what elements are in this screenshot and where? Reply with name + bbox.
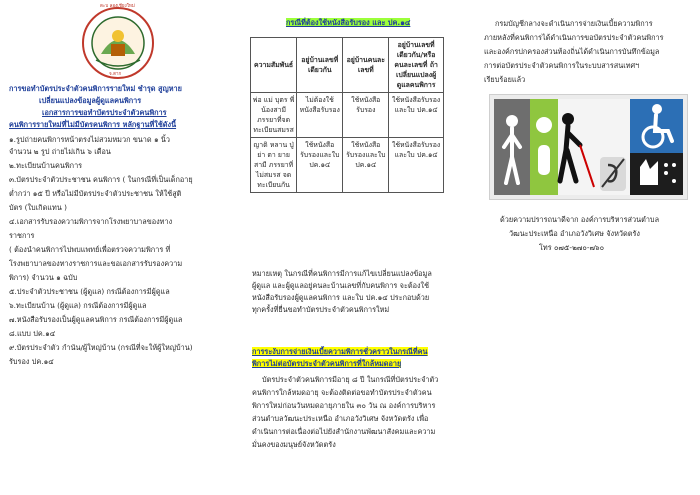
table-row: [251, 138, 444, 193]
table-header-cell: อยู่บ้านเลขที่เดียวกัน/หรือคนละเลขที่ ถ้าเปลี่ยนแปลงผู้ดูแลคนพิการ: [389, 38, 444, 93]
note-line: หนังสือรับรองผู้ดูแลคนพิการ และใบ ปค.๑๔ ประกอบด้วย: [252, 293, 430, 302]
item-line: พิการ) จำนวน ๑ ฉบับ: [9, 273, 78, 282]
section-heading-text: กรณีที่ต้องใช้หนังสือรับรอง และ ปค.๑๔: [286, 18, 411, 27]
table-header-cell: อยู่บ้านเลขที่เดียวกัน: [297, 38, 343, 93]
info-line: และองค์กรปกครองส่วนท้องถิ่นได้ดำเนินการบันทึกข้อมูล: [484, 47, 660, 56]
item-line: จำนวน ๒ รูป ถ่ายไม่เกิน ๖ เดือน: [9, 147, 111, 156]
relationship-table: [250, 37, 444, 193]
table-cell: ใช้หนังสือรับรองและใบ ปค.๑๔: [343, 138, 389, 193]
item-line: โรงพยาบาลของทางราชการและขอเอกสารรับรองความ: [9, 259, 183, 268]
subtitle: เอกสารการขอทำบัตรประจำตัวคนพิการ: [42, 108, 167, 117]
section-heading: [286, 17, 410, 29]
table-header-cell: อยู่บ้านคนละเลขที่: [343, 38, 389, 93]
section2-line: มั่นคงของมนุษย์จังหวัดตรัง: [252, 440, 336, 449]
item-line: ๑.รูปถ่ายคนพิการหน้าตรงไม่สวมหมวก ขนาด ๑ นิ้ว: [9, 135, 170, 144]
item-line: ๖.ทะเบียนบ้าน (ผู้ดูแล) กรณีต้องการมีผู้ดูแล: [9, 301, 147, 310]
table-cell: ใช้หนังสือรับรองและใบ ปค.๑๔: [297, 138, 343, 193]
section2-title-text: พิการไม่ต่อบัตรประจำตัวคนพิการที่ใกล้หมดอายุ: [252, 359, 402, 368]
footer-line: วัฒนะประเหนือ อำเภอวังวิเศษ จังหวัดตรัง: [509, 229, 640, 238]
item-line: บัตร (ใบเกิดแทน ): [9, 203, 67, 212]
info-line: เรียบร้อยแล้ว: [484, 75, 526, 84]
footer-line: ด้วยความปรารถนาดีจาก องค์การบริหารส่วนตำบล: [500, 215, 660, 224]
deaf-icon: [600, 157, 626, 191]
item-line: ๔.เอกสารรับรองความพิการจากโรงพยาบาลของทาง: [9, 217, 173, 226]
item-line: ราชการ: [9, 231, 35, 240]
logo-bottom-text: จ.ตาก: [109, 72, 122, 77]
title-line-1: การขอทำบัตรประจำตัวคนพิการรายใหม่ ชำรุด สูญหาย: [9, 84, 182, 93]
disability-icons-graphic: [490, 95, 687, 199]
footer-phone: โทร ๐๗๕-๒๗๐-๗๖๐: [539, 243, 605, 252]
table-cell: ใช้หนังสือรับรอง: [343, 93, 389, 138]
section2-line: ส่วนตำบลวัฒนะประเหนือ อำเภอวังวิเศษ จังหวัดตรัง เพื่อ: [252, 414, 429, 423]
section2-line: บัตรประจำตัวคนพิการมีอายุ ๘ ปี ในกรณีที่บัตรประจำตัว: [262, 375, 439, 384]
info-line: ภายหลังที่คนพิการได้ดำเนินการขอบัตรประจำตัวคนพิการ: [484, 33, 664, 42]
left-panel: [0, 0, 233, 495]
section2-line: ดำเนินการต่อเนื่องต่อไปยังสำนักงานพัฒนาสังคมและความ: [252, 427, 436, 436]
table-header-cell: ความสัมพันธ์: [251, 38, 297, 93]
item-line: ๓.บัตรประจำตัวประชาชน คนพิการ ( ในกรณีที่เป็นเด็กอายุ: [9, 175, 193, 184]
table-cell: ใช้หนังสือรับรองและใบ ปค.๑๔: [389, 93, 444, 138]
note-line: หมายเหตุ ในกรณีที่คนพิการมีการแก้ไขเปลี่ยนแปลงข้อมูล: [252, 269, 432, 278]
table-cell: พ่อ แม่ บุตร พี่น้องสามี ภรรยาที่จดทะเบียนสมรส: [251, 93, 297, 138]
item-line: ๕.ประจำตัวประชาชน (ผู้ดูแล) กรณีต้องการมีผู้ดูแล: [9, 287, 170, 296]
table-row: [251, 93, 444, 138]
item-line: ( ต้องนำคนพิการไปพบแพทย์เพื่อตรวจความพิการ ที่: [9, 245, 171, 254]
item-line: ๒.ทะเบียนบ้านคนพิการ: [9, 161, 83, 170]
note-line: ทุกครั้งที่ยื่นขอทำบัตรประจำตัวคนพิการใหม่: [252, 305, 390, 314]
title-line-2: เปลี่ยนแปลงข้อมูลผู้ดูแลคนพิการ: [39, 96, 142, 105]
info-line: การต่อบัตรประจำตัวคนพิการในระบบสารสนเทศฯ: [484, 61, 640, 70]
note-line: ผู้ดูแล และผู้ดูแลอยู่คนละบ้านเลขที่กับคนพิการ จะต้องใช้: [252, 281, 430, 290]
disability-illustration: [489, 94, 688, 200]
section2-line: คนพิการใกล้หมดอายุ จะต้องติดต่อขอทำบัตรประจำตัวคน: [252, 388, 432, 397]
section2-title-line: [252, 358, 401, 370]
item-line: ๗.หนังสือรับรองเป็นผู้ดูแลคนพิการ กรณีต้องการมีผู้ดูแล: [9, 315, 183, 324]
item-line: ต่ำกว่า ๑๕ ปี หรือไม่มีบัตรประจำตัวประชาชน ให้ใช้สูติ: [9, 189, 182, 198]
organization-seal-logo: [81, 6, 155, 80]
info-line: กรมบัญชีกลางจะดำเนินการจ่ายเงินเบี้ยความพิการ: [495, 19, 653, 28]
item-line: ๘.แบบ ปค.๑๔: [9, 329, 56, 338]
subtitle-2: คนพิการรายใหม่ที่ไม่มีบัตรคนพิการ หลักฐานที่ใช้ดังนี้: [9, 120, 177, 129]
item-line: รับรอง ปค.๑๔: [9, 357, 54, 366]
logo-top-text: ตะบ ลองเชียงใหม่: [100, 4, 135, 9]
section2-title-text: การระงับการจ่ายเงินเบี้ยความพิการชั่วคราวในกรณีที่คน: [252, 347, 428, 356]
section2-line: พิการใหม่ก่อนวันหมดอายุภายใน ๓๐ วัน ณ องค์การบริหาร: [252, 401, 436, 410]
item-line: ๙.บัตรประจำตัว กำนัน/ผู้ใหญ่บ้าน (กรณีที่จะให้ผู้ใหญ่บ้าน): [9, 343, 193, 352]
table-header-row: [251, 38, 444, 93]
table-cell: ไม่ต้องใช้หนังสือรับรอง: [297, 93, 343, 138]
section2-title-line: [252, 346, 428, 358]
table-cell: ใช้หนังสือรับรองและใบ ปค.๑๔: [389, 138, 444, 193]
table-cell: ญาติ หลาน ปู่ ย่า ตา ยาย สามี ภรรยาที่ไม่สมรส จดทะเบียนกัน: [251, 138, 297, 193]
